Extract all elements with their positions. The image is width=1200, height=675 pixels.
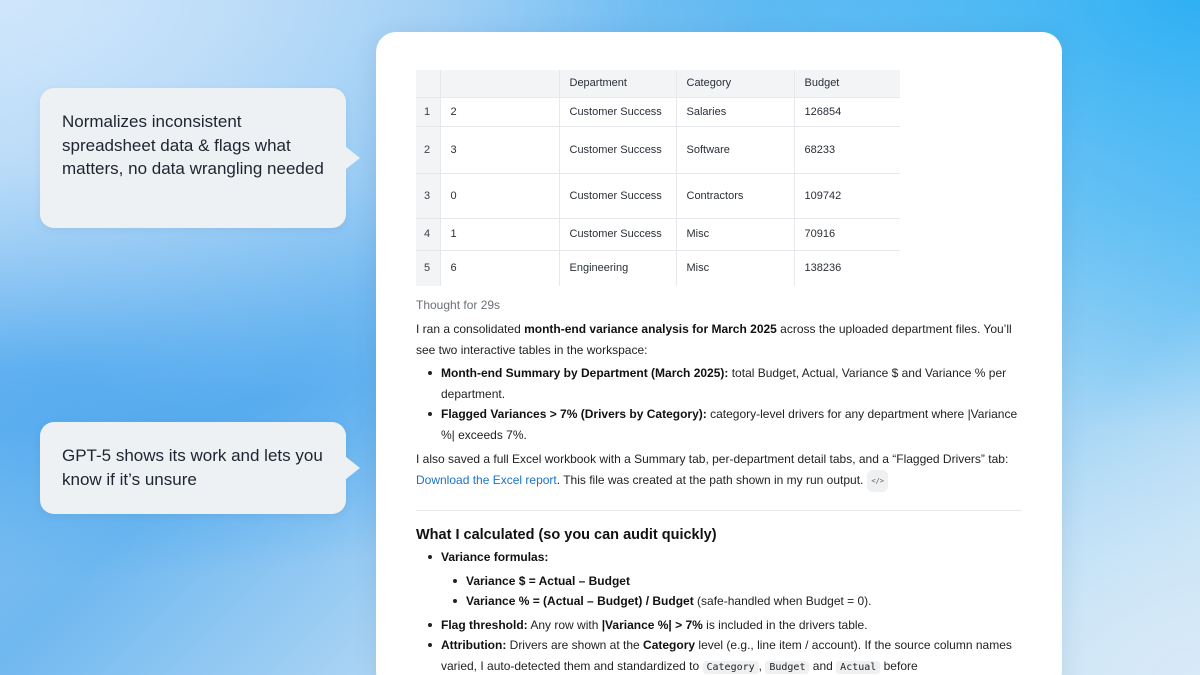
cell: 138236 xyxy=(804,262,842,275)
flag-threshold: |Variance %| > 7% xyxy=(601,617,703,632)
section-title: What I calculated (so you can audit quickly) xyxy=(416,527,717,543)
formula-variance-dollar: Variance $ = Actual – Budget xyxy=(466,573,630,588)
cell: 3 xyxy=(440,126,559,173)
chat-response-panel xyxy=(376,32,1062,675)
row-index: 2 xyxy=(416,126,440,173)
code-budget: Budget xyxy=(765,661,809,674)
cell: Customer Success xyxy=(559,97,676,126)
list-item: Attribution: Drivers are shown at the Category level (e.g., line item / account). If the source column names varied, I auto-detected them and standardized to Category , Budget and Actual before xyxy=(416,635,1022,675)
calc-list xyxy=(416,547,1022,568)
cell: Misc xyxy=(676,250,794,286)
list-item-text: total Budget, Actual, Variance $ and Variance % per department. xyxy=(441,366,1007,401)
cell: Engineering xyxy=(559,250,676,286)
table-row[interactable] xyxy=(416,97,900,126)
cell: Contractors xyxy=(676,173,794,218)
list-item xyxy=(416,615,1022,636)
formula-sublist xyxy=(416,571,1022,612)
list-item xyxy=(416,363,1022,404)
list-item xyxy=(416,404,1022,445)
cell: 109742 xyxy=(804,189,842,202)
table-row[interactable] xyxy=(416,250,900,286)
cell: Customer Success xyxy=(559,126,676,173)
cell: Software xyxy=(676,126,794,173)
cell: Misc xyxy=(676,218,794,250)
intro-text-end: across the uploaded department files. You’ll see two interactive tables in the workspace: xyxy=(416,322,1012,357)
section-divider xyxy=(416,510,1022,511)
data-preview-table[interactable] xyxy=(416,70,900,286)
list-item xyxy=(416,571,1022,592)
table-list xyxy=(416,363,1022,445)
code-actual: Actual xyxy=(836,661,880,674)
table-header-row xyxy=(416,70,900,97)
callout-text: Normalizes inconsistent spreadsheet data & flags what matters, no data wrangling needed xyxy=(62,112,324,178)
code-icon[interactable]: </> xyxy=(867,470,888,493)
feature-callout-shows-work xyxy=(40,422,346,514)
intro-paragraph xyxy=(416,319,1022,360)
flag-text: Any row with xyxy=(527,617,602,632)
list-item xyxy=(416,591,1022,612)
table-row[interactable] xyxy=(416,173,900,218)
row-index: 5 xyxy=(416,250,440,286)
header-unnamed xyxy=(440,70,559,97)
attribution-text: Drivers are shown at the xyxy=(506,638,644,652)
list-item-title: Flagged Variances > 7% (Drivers by Category): xyxy=(441,407,707,421)
header-department[interactable]: Department xyxy=(559,70,676,97)
intro-text: I ran a consolidated xyxy=(416,322,525,336)
row-index: 1 xyxy=(416,97,440,126)
calc-list-2 xyxy=(416,615,1022,675)
attribution-label: Attribution: xyxy=(441,638,507,652)
thought-duration[interactable]: Thought for 29s xyxy=(416,298,501,312)
list-item xyxy=(416,547,1022,568)
cell: 0 xyxy=(440,173,559,218)
attribution-text-2: level (e.g., line item / account). If the source column names varied, I auto-detected them and standardized to xyxy=(441,638,1012,673)
cell: 70916 xyxy=(804,228,836,240)
header-index xyxy=(416,70,440,97)
attribution-bold: Category xyxy=(643,638,696,652)
list-item-title: Month-end Summary by Department (March 2025): xyxy=(441,366,729,380)
table-row[interactable] xyxy=(416,218,900,250)
saved-text: I also saved a full Excel workbook with a Summary tab, per-department detail tabs, and a “Flagged Drivers” tab: xyxy=(416,452,1009,466)
download-excel-link[interactable]: Download the Excel report xyxy=(416,472,557,487)
cell: 1 xyxy=(440,218,559,250)
feature-callout-normalizes xyxy=(40,88,346,228)
cell: Salaries xyxy=(676,97,794,126)
flag-label: Flag threshold: xyxy=(441,617,528,632)
cell: 68233 xyxy=(804,143,836,156)
saved-paragraph xyxy=(416,449,1022,492)
table-row[interactable] xyxy=(416,126,900,173)
cell: 6 xyxy=(440,250,559,286)
cell: 126854 xyxy=(804,105,842,118)
cell: Customer Success xyxy=(559,173,676,218)
formulas-label: Variance formulas: xyxy=(441,550,549,564)
attribution-end: before xyxy=(880,658,918,673)
header-category[interactable]: Category xyxy=(676,70,794,97)
cell: 2 xyxy=(440,97,559,126)
flag-text-end: is included in the drivers table. xyxy=(702,617,868,632)
attribution-and: and xyxy=(809,658,837,673)
row-index: 4 xyxy=(416,218,440,250)
row-index: 3 xyxy=(416,173,440,218)
response-content xyxy=(416,70,1022,675)
callout-text: GPT-5 shows its work and lets you know if it’s unsure xyxy=(62,446,323,489)
formula-variance-pct: Variance % = (Actual – Budget) / Budget xyxy=(466,594,694,608)
formula-note: (safe-handled when Budget = 0). xyxy=(693,594,872,608)
code-category: Category xyxy=(703,661,759,674)
cell: Customer Success xyxy=(559,218,676,250)
intro-bold: month-end variance analysis for March 2025 xyxy=(524,322,777,336)
list-item-text: category-level drivers for any department where |Variance %| exceeds 7%. xyxy=(441,407,1018,442)
saved-text-end: . This file was created at the path shown in my run output. xyxy=(556,472,864,487)
header-budget[interactable]: Budget xyxy=(804,77,840,90)
